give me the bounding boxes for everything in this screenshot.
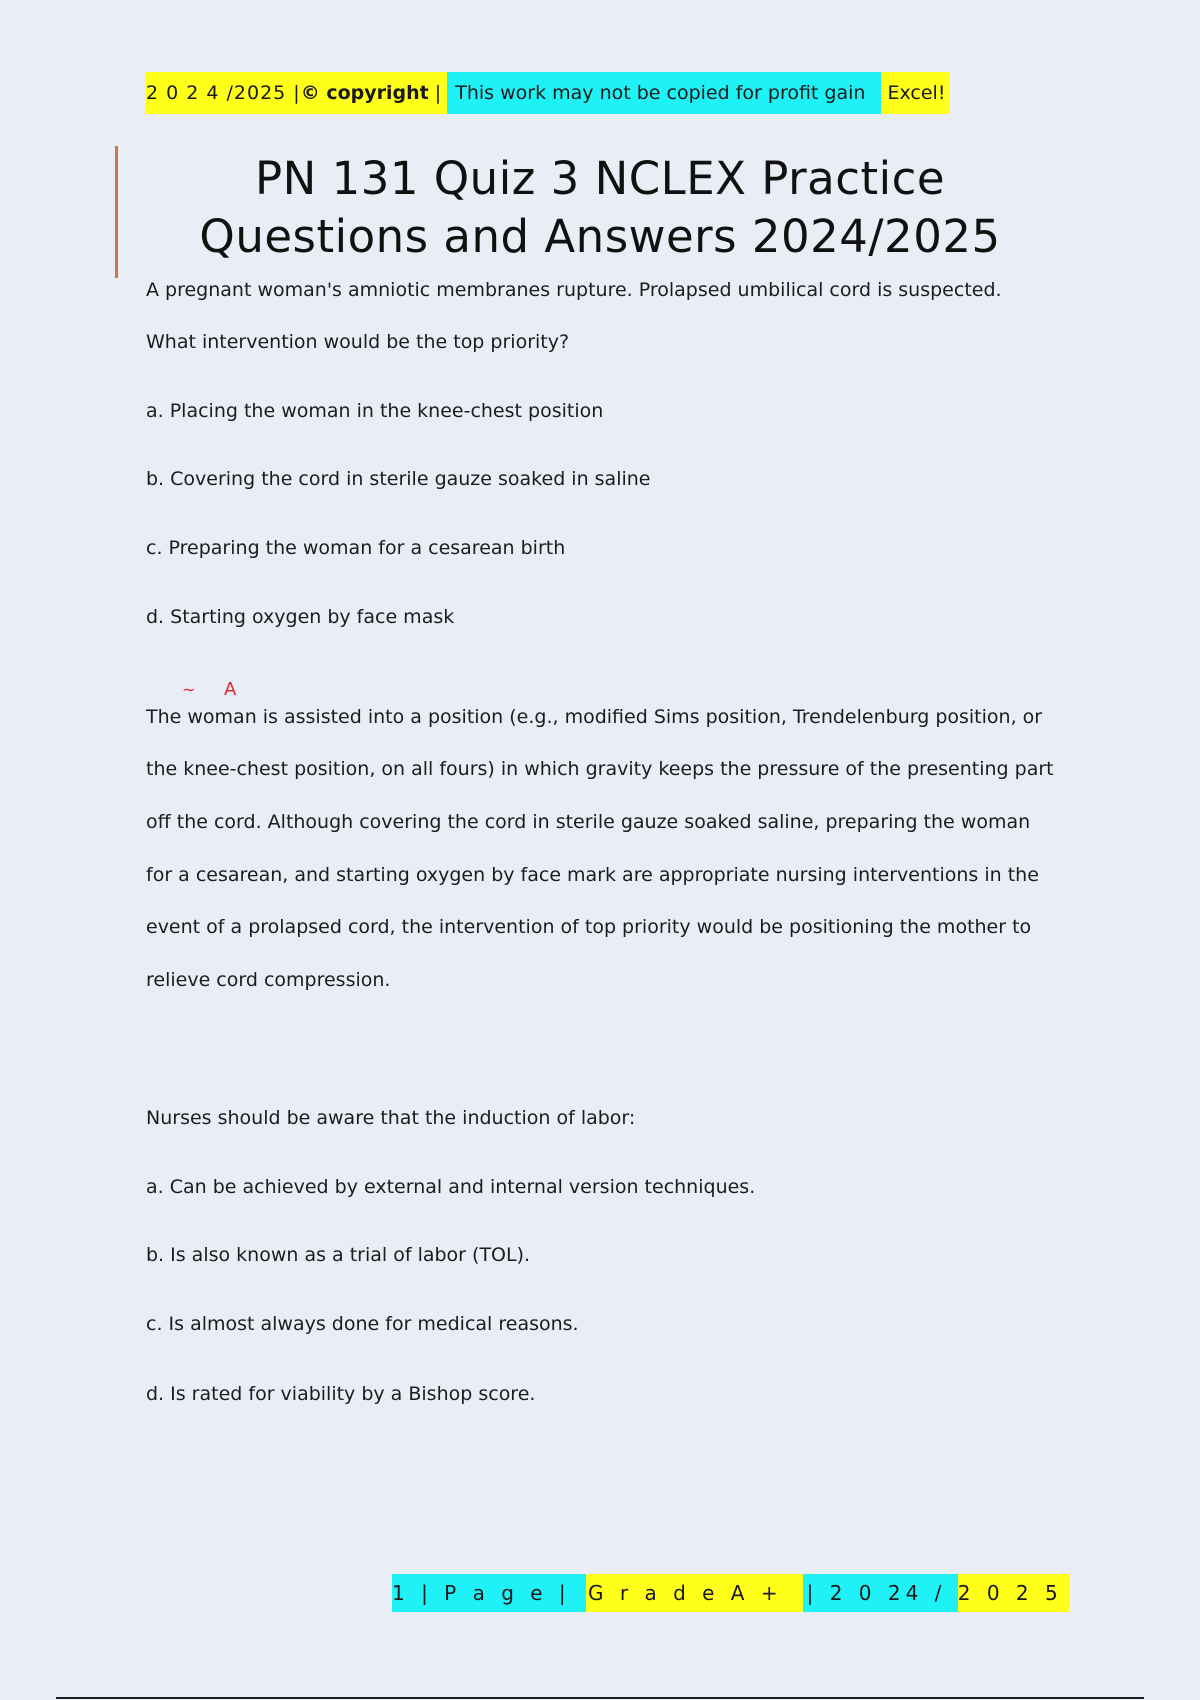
rationale-line-4: for a cesarean, and starting oxygen by face mark are appropriate nursing interventions in the: [146, 864, 1039, 886]
question-1-stem-line-1: A pregnant woman's amniotic membranes rupture. Prolapsed umbilical cord is suspected.: [146, 279, 1002, 301]
title-accent-bar: [115, 146, 118, 278]
question-2-stem: Nurses should be aware that the induction of labor:: [146, 1107, 636, 1129]
answer-mark: ~: [182, 680, 196, 699]
header-separator: |: [429, 72, 447, 114]
footer-page-label: 1 | P a g e |: [392, 1574, 586, 1612]
footer-year-part-2: 2 0 2 5: [958, 1574, 1069, 1612]
question-2-option-d: d. Is rated for viability by a Bishop score.: [146, 1383, 536, 1405]
header-notice: This work may not be copied for profit gain: [447, 72, 881, 114]
question-1-option-a: a. Placing the woman in the knee-chest position: [146, 400, 604, 422]
rationale-line-5: event of a prolapsed cord, the intervention of top priority would be positioning the mother to: [146, 916, 1032, 938]
answer-letter: A: [224, 679, 237, 700]
question-2-option-b: b. Is also known as a trial of labor (TOL).: [146, 1244, 531, 1266]
header-excel: Excel!: [881, 72, 949, 114]
footer-year-part-1: | 2 0 24 /: [803, 1574, 958, 1612]
question-2-option-c: c. Is almost always done for medical reasons.: [146, 1313, 579, 1335]
title-line-1: PN 131 Quiz 3 NCLEX Practice: [254, 152, 946, 205]
question-1-option-d: d. Starting oxygen by face mask: [146, 606, 455, 628]
header-banner: [146, 72, 949, 114]
rationale-line-2: the knee-chest position, on all fours) in which gravity keeps the pressure of the presenting part: [146, 758, 1054, 780]
footer-grade: G r a d e A +: [586, 1574, 803, 1612]
rationale-line-6: relieve cord compression.: [146, 969, 391, 991]
question-1-option-b: b. Covering the cord in sterile gauze soaked in saline: [146, 468, 651, 490]
question-1-option-c: c. Preparing the woman for a cesarean birth: [146, 537, 566, 559]
header-copyright: © copyright: [301, 72, 429, 114]
question-2-option-a: a. Can be achieved by external and internal version techniques.: [146, 1176, 756, 1198]
header-year: 2 0 2 4 /2025 |: [146, 72, 301, 114]
title-line-2: Questions and Answers 2024/2025: [199, 210, 1001, 263]
document-title: [140, 150, 1060, 266]
footer-banner: [392, 1574, 1069, 1612]
rationale-line-3: off the cord. Although covering the cord in sterile gauze soaked saline, preparing the woman: [146, 811, 1031, 833]
question-1-stem-line-2: What intervention would be the top priority?: [146, 331, 570, 353]
bottom-rule: [56, 1697, 1144, 1699]
rationale-line-1: The woman is assisted into a position (e.g., modified Sims position, Trendelenburg position, or: [146, 706, 1043, 728]
